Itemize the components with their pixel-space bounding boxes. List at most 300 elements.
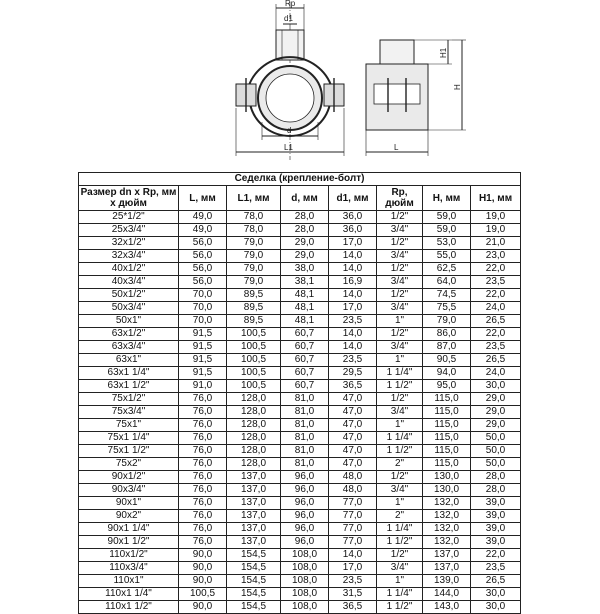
table-cell: 24,0: [471, 367, 521, 380]
table-cell: 39,0: [471, 523, 521, 536]
table-cell: 96,0: [281, 536, 329, 549]
table-cell: 64,0: [423, 276, 471, 289]
table-cell: 47,0: [329, 393, 377, 406]
table-cell: 47,0: [329, 406, 377, 419]
table-cell: 128,0: [227, 406, 281, 419]
table-cell: 50,0: [471, 445, 521, 458]
table-cell: 108,0: [281, 562, 329, 575]
table-cell: 100,5: [179, 588, 227, 601]
table-cell: 76,0: [179, 471, 227, 484]
size-cell: 25x3/4": [79, 224, 179, 237]
table-cell: 100,5: [227, 354, 281, 367]
table-cell: 16,9: [329, 276, 377, 289]
table-cell: 36,0: [329, 211, 377, 224]
table-header-row: [79, 186, 521, 211]
table-cell: 90,0: [179, 562, 227, 575]
table-cell: 91,0: [179, 380, 227, 393]
table-cell: 81,0: [281, 432, 329, 445]
label-h1: H1: [439, 47, 448, 58]
table-cell: 128,0: [227, 445, 281, 458]
size-cell: 50x1/2": [79, 289, 179, 302]
table-cell: 75,5: [423, 302, 471, 315]
table-cell: 29,0: [471, 419, 521, 432]
table-cell: 115,0: [423, 445, 471, 458]
table-cell: 100,5: [227, 380, 281, 393]
table-cell: 1": [377, 575, 423, 588]
size-cell: 75x1 1/2": [79, 445, 179, 458]
table-row: [79, 263, 521, 276]
table-cell: 76,0: [179, 419, 227, 432]
table-cell: 137,0: [227, 510, 281, 523]
table-cell: 48,1: [281, 302, 329, 315]
table-row: [79, 367, 521, 380]
table-cell: 78,0: [227, 211, 281, 224]
table-row: [79, 341, 521, 354]
table-row: [79, 211, 521, 224]
table-cell: 128,0: [227, 458, 281, 471]
table-cell: 29,0: [281, 250, 329, 263]
table-cell: 55,0: [423, 250, 471, 263]
table-cell: 115,0: [423, 419, 471, 432]
table-row: [79, 575, 521, 588]
size-cell: 50x3/4": [79, 302, 179, 315]
table-row: [79, 276, 521, 289]
table-row: [79, 315, 521, 328]
table-cell: 154,5: [227, 588, 281, 601]
table-cell: 132,0: [423, 497, 471, 510]
table-cell: 100,5: [227, 341, 281, 354]
table-cell: 76,0: [179, 445, 227, 458]
table-row: [79, 289, 521, 302]
column-header: L, мм: [179, 186, 227, 211]
table-cell: 60,7: [281, 380, 329, 393]
table-cell: 1/2": [377, 289, 423, 302]
table-row: [79, 458, 521, 471]
table-cell: 1 1/2": [377, 536, 423, 549]
table-cell: 128,0: [227, 419, 281, 432]
table-cell: 154,5: [227, 562, 281, 575]
table-cell: 81,0: [281, 406, 329, 419]
table-cell: 1/2": [377, 549, 423, 562]
table-cell: 76,0: [179, 458, 227, 471]
table-cell: 137,0: [227, 497, 281, 510]
table-cell: 60,7: [281, 328, 329, 341]
table-row: [79, 445, 521, 458]
table-row: [79, 302, 521, 315]
size-cell: 63x1 1/2": [79, 380, 179, 393]
table-cell: 36,5: [329, 601, 377, 614]
table-cell: 115,0: [423, 458, 471, 471]
table-row: [79, 549, 521, 562]
table-cell: 26,5: [471, 354, 521, 367]
table-cell: 14,0: [329, 289, 377, 302]
table-cell: 17,0: [329, 562, 377, 575]
table-cell: 23,5: [329, 575, 377, 588]
table-cell: 154,5: [227, 575, 281, 588]
table-cell: 1 1/4": [377, 432, 423, 445]
size-cell: 110x1 1/4": [79, 588, 179, 601]
table-cell: 89,5: [227, 289, 281, 302]
table-cell: 132,0: [423, 523, 471, 536]
label-l: L: [394, 143, 399, 152]
table-row: [79, 510, 521, 523]
table-cell: 1 1/2": [377, 601, 423, 614]
size-cell: 75x1": [79, 419, 179, 432]
table-cell: 50,0: [471, 458, 521, 471]
table-cell: 31,5: [329, 588, 377, 601]
table-cell: 96,0: [281, 471, 329, 484]
column-header: Rp, дюйм: [377, 186, 423, 211]
size-cell: 110x1 1/2": [79, 601, 179, 614]
size-cell: 25*1/2": [79, 211, 179, 224]
size-cell: 90x2": [79, 510, 179, 523]
table-cell: 77,0: [329, 510, 377, 523]
table-cell: 50,0: [471, 432, 521, 445]
table-cell: 76,0: [179, 497, 227, 510]
size-cell: 50x1": [79, 315, 179, 328]
table-row: [79, 562, 521, 575]
column-header: Размер dn x Rp, мм х дюйм: [79, 186, 179, 211]
table-cell: 22,0: [471, 289, 521, 302]
table-cell: 2": [377, 510, 423, 523]
table-cell: 38,0: [281, 263, 329, 276]
table-cell: 14,0: [329, 250, 377, 263]
size-cell: 63x1": [79, 354, 179, 367]
table-cell: 91,5: [179, 367, 227, 380]
table-cell: 115,0: [423, 393, 471, 406]
label-d: d: [287, 126, 292, 135]
table-cell: 70,0: [179, 315, 227, 328]
table-cell: 1/2": [377, 393, 423, 406]
table-cell: 1": [377, 354, 423, 367]
table-cell: 48,1: [281, 289, 329, 302]
table-cell: 1/2": [377, 471, 423, 484]
table-cell: 14,0: [329, 263, 377, 276]
table-cell: 19,0: [471, 211, 521, 224]
table-cell: 1 1/4": [377, 523, 423, 536]
table-cell: 23,0: [471, 250, 521, 263]
size-cell: 90x1": [79, 497, 179, 510]
table-cell: 90,0: [179, 601, 227, 614]
table-row: [79, 419, 521, 432]
technical-drawing: [0, 0, 600, 170]
table-cell: 143,0: [423, 601, 471, 614]
table-cell: 94,0: [423, 367, 471, 380]
table-cell: 56,0: [179, 237, 227, 250]
table-cell: 1/2": [377, 237, 423, 250]
table-cell: 137,0: [423, 549, 471, 562]
table-cell: 29,0: [471, 406, 521, 419]
table-cell: 108,0: [281, 588, 329, 601]
table-cell: 1 1/2": [377, 380, 423, 393]
table-cell: 108,0: [281, 575, 329, 588]
table-cell: 100,5: [227, 367, 281, 380]
table-cell: 56,0: [179, 250, 227, 263]
table-cell: 137,0: [227, 484, 281, 497]
column-header: H1, мм: [471, 186, 521, 211]
size-cell: 63x1 1/4": [79, 367, 179, 380]
table-body: [79, 211, 521, 614]
table-cell: 29,5: [329, 367, 377, 380]
table-cell: 96,0: [281, 484, 329, 497]
table-cell: 47,0: [329, 458, 377, 471]
table-cell: 137,0: [227, 536, 281, 549]
table-cell: 108,0: [281, 549, 329, 562]
table-cell: 39,0: [471, 497, 521, 510]
column-header: H, мм: [423, 186, 471, 211]
table-cell: 76,0: [179, 406, 227, 419]
table-cell: 76,0: [179, 393, 227, 406]
table-cell: 81,0: [281, 419, 329, 432]
table-cell: 139,0: [423, 575, 471, 588]
table-cell: 62,5: [423, 263, 471, 276]
table-cell: 23,5: [471, 276, 521, 289]
table-row: [79, 224, 521, 237]
table-cell: 28,0: [281, 224, 329, 237]
table-cell: 1/2": [377, 211, 423, 224]
table-row: [79, 432, 521, 445]
table-cell: 90,0: [179, 575, 227, 588]
table-cell: 108,0: [281, 601, 329, 614]
table-cell: 28,0: [471, 471, 521, 484]
table-cell: 28,0: [281, 211, 329, 224]
table-row: [79, 380, 521, 393]
size-cell: 75x1 1/4": [79, 432, 179, 445]
table-cell: 79,0: [423, 315, 471, 328]
table-cell: 137,0: [423, 562, 471, 575]
table-cell: 154,5: [227, 549, 281, 562]
table-cell: 48,0: [329, 471, 377, 484]
table-cell: 76,0: [179, 523, 227, 536]
table-cell: 1 1/4": [377, 367, 423, 380]
table-cell: 29,0: [471, 393, 521, 406]
table-cell: 56,0: [179, 276, 227, 289]
table-cell: 115,0: [423, 432, 471, 445]
table-cell: 38,1: [281, 276, 329, 289]
table-cell: 100,5: [227, 328, 281, 341]
size-cell: 40x3/4": [79, 276, 179, 289]
table-cell: 28,0: [471, 484, 521, 497]
table-cell: 60,7: [281, 354, 329, 367]
table-cell: 128,0: [227, 432, 281, 445]
size-cell: 90x1 1/4": [79, 523, 179, 536]
table-cell: 21,0: [471, 237, 521, 250]
table-cell: 77,0: [329, 523, 377, 536]
size-cell: 63x1/2": [79, 328, 179, 341]
table-cell: 70,0: [179, 302, 227, 315]
table-cell: 137,0: [227, 523, 281, 536]
table-cell: 23,5: [471, 341, 521, 354]
table-cell: 56,0: [179, 263, 227, 276]
table-cell: 53,0: [423, 237, 471, 250]
table-cell: 14,0: [329, 328, 377, 341]
table-cell: 81,0: [281, 445, 329, 458]
table-cell: 137,0: [227, 471, 281, 484]
table-cell: 39,0: [471, 536, 521, 549]
table-cell: 81,0: [281, 393, 329, 406]
table-cell: 48,0: [329, 484, 377, 497]
table-cell: 47,0: [329, 445, 377, 458]
table-row: [79, 497, 521, 510]
table-cell: 39,0: [471, 510, 521, 523]
table-row: [79, 393, 521, 406]
table-cell: 86,0: [423, 328, 471, 341]
table-row: [79, 328, 521, 341]
table-cell: 132,0: [423, 536, 471, 549]
table-cell: 60,7: [281, 341, 329, 354]
size-cell: 90x3/4": [79, 484, 179, 497]
size-cell: 75x1/2": [79, 393, 179, 406]
size-cell: 110x3/4": [79, 562, 179, 575]
column-header: L1, мм: [227, 186, 281, 211]
table-cell: 76,0: [179, 432, 227, 445]
table-cell: 3/4": [377, 224, 423, 237]
table-cell: 30,0: [471, 380, 521, 393]
table-row: [79, 237, 521, 250]
table-cell: 115,0: [423, 406, 471, 419]
table-cell: 3/4": [377, 276, 423, 289]
table-cell: 79,0: [227, 276, 281, 289]
table-cell: 96,0: [281, 523, 329, 536]
table-cell: 14,0: [329, 549, 377, 562]
size-cell: 63x3/4": [79, 341, 179, 354]
size-cell: 90x1 1/2": [79, 536, 179, 549]
table-cell: 2": [377, 458, 423, 471]
table-row: [79, 536, 521, 549]
table-cell: 36,0: [329, 224, 377, 237]
table-cell: 49,0: [179, 211, 227, 224]
size-cell: 75x3/4": [79, 406, 179, 419]
table-cell: 29,0: [281, 237, 329, 250]
table-cell: 3/4": [377, 250, 423, 263]
table-cell: 79,0: [227, 263, 281, 276]
table-row: [79, 484, 521, 497]
table-cell: 130,0: [423, 471, 471, 484]
label-d1: d1: [284, 14, 293, 23]
table-cell: 78,0: [227, 224, 281, 237]
table-row: [79, 406, 521, 419]
table-cell: 76,0: [179, 484, 227, 497]
table-cell: 76,0: [179, 510, 227, 523]
table-title: Седелка (крепление-болт): [79, 173, 521, 186]
table-cell: 3/4": [377, 302, 423, 315]
table-cell: 59,0: [423, 211, 471, 224]
table-cell: 95,0: [423, 380, 471, 393]
size-cell: 90x1/2": [79, 471, 179, 484]
table-cell: 14,0: [329, 341, 377, 354]
table-row: [79, 250, 521, 263]
table-cell: 3/4": [377, 562, 423, 575]
table-cell: 96,0: [281, 497, 329, 510]
spec-table: [78, 172, 521, 614]
table-cell: 89,5: [227, 315, 281, 328]
table-title-row: [79, 173, 521, 186]
table-cell: 1 1/4": [377, 588, 423, 601]
table-cell: 23,5: [471, 562, 521, 575]
table-cell: 22,0: [471, 263, 521, 276]
table-cell: 22,0: [471, 328, 521, 341]
table-cell: 1/2": [377, 328, 423, 341]
table-cell: 24,0: [471, 302, 521, 315]
table-cell: 1": [377, 419, 423, 432]
table-cell: 76,0: [179, 536, 227, 549]
size-cell: 110x1/2": [79, 549, 179, 562]
table-cell: 23,5: [329, 354, 377, 367]
table-cell: 91,5: [179, 328, 227, 341]
column-header: d, мм: [281, 186, 329, 211]
table-cell: 3/4": [377, 406, 423, 419]
table-cell: 47,0: [329, 432, 377, 445]
table-cell: 132,0: [423, 510, 471, 523]
table-cell: 79,0: [227, 237, 281, 250]
table-cell: 30,0: [471, 588, 521, 601]
table-cell: 90,0: [179, 549, 227, 562]
table-cell: 154,5: [227, 601, 281, 614]
label-rp: Rp: [285, 0, 296, 8]
table-cell: 1": [377, 315, 423, 328]
table-cell: 90,5: [423, 354, 471, 367]
table-cell: 87,0: [423, 341, 471, 354]
table-cell: 89,5: [227, 302, 281, 315]
table-cell: 79,0: [227, 250, 281, 263]
table-row: [79, 354, 521, 367]
table-cell: 30,0: [471, 601, 521, 614]
table-cell: 17,0: [329, 237, 377, 250]
table-row: [79, 601, 521, 614]
table-cell: 17,0: [329, 302, 377, 315]
table-cell: 23,5: [329, 315, 377, 328]
table-cell: 81,0: [281, 458, 329, 471]
table-cell: 77,0: [329, 497, 377, 510]
table-cell: 26,5: [471, 575, 521, 588]
table-cell: 22,0: [471, 549, 521, 562]
size-cell: 75x2": [79, 458, 179, 471]
spec-table-container: [78, 172, 520, 614]
size-cell: 32x1/2": [79, 237, 179, 250]
table-cell: 70,0: [179, 289, 227, 302]
table-cell: 96,0: [281, 510, 329, 523]
table-cell: 91,5: [179, 354, 227, 367]
table-cell: 77,0: [329, 536, 377, 549]
table-cell: 19,0: [471, 224, 521, 237]
table-cell: 128,0: [227, 393, 281, 406]
table-row: [79, 523, 521, 536]
column-header: d1, мм: [329, 186, 377, 211]
size-cell: 110x1": [79, 575, 179, 588]
table-row: [79, 471, 521, 484]
table-cell: 1/2": [377, 263, 423, 276]
table-cell: 59,0: [423, 224, 471, 237]
table-cell: 3/4": [377, 484, 423, 497]
label-h: H: [453, 84, 462, 90]
size-cell: 40x1/2": [79, 263, 179, 276]
table-cell: 1": [377, 497, 423, 510]
table-cell: 49,0: [179, 224, 227, 237]
table-cell: 74,5: [423, 289, 471, 302]
size-cell: 32x3/4": [79, 250, 179, 263]
table-row: [79, 588, 521, 601]
table-cell: 60,7: [281, 367, 329, 380]
table-cell: 47,0: [329, 419, 377, 432]
table-cell: 36,5: [329, 380, 377, 393]
table-cell: 91,5: [179, 341, 227, 354]
table-cell: 144,0: [423, 588, 471, 601]
label-l1: L1: [284, 143, 293, 152]
table-cell: 26,5: [471, 315, 521, 328]
table-cell: 3/4": [377, 341, 423, 354]
table-cell: 48,1: [281, 315, 329, 328]
table-cell: 1 1/2": [377, 445, 423, 458]
